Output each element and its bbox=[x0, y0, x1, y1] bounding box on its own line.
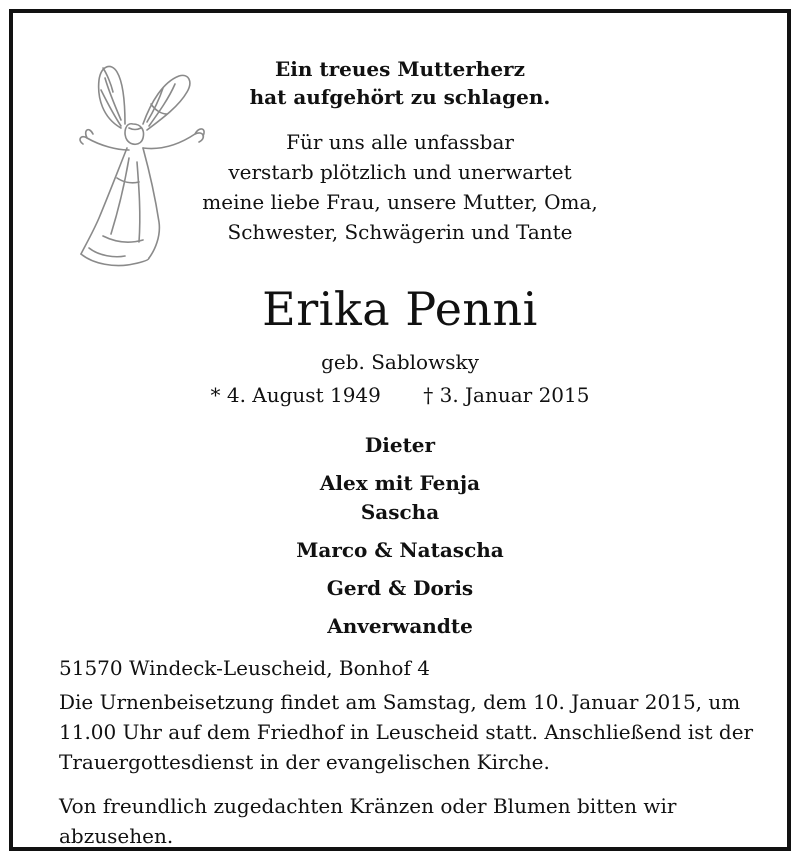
ceremony-line-2: 11.00 Uhr auf dem Friedhof in Leuscheid statt. Anschließend ist der bbox=[59, 720, 754, 744]
announcement-line-4: Schwester, Schwägerin und Tante bbox=[227, 220, 573, 244]
ceremony-line-1: Die Urnenbeisetzung findet am Samstag, dem 10. Januar 2015, um bbox=[59, 690, 741, 714]
maiden-name: geb. Sablowsky bbox=[321, 350, 479, 374]
obituary-notice bbox=[9, 9, 791, 851]
mourner-child-1: Alex mit Fenja bbox=[319, 471, 481, 495]
intro-line-2: hat aufgehört zu schlagen. bbox=[249, 85, 551, 109]
family-address: 51570 Windeck-Leuscheid, Bonhof 4 bbox=[59, 656, 430, 680]
mourners-list bbox=[13, 431, 787, 641]
death-date: † 3. Januar 2015 bbox=[423, 383, 590, 407]
deceased-name: Erika Penni bbox=[262, 282, 538, 336]
announcement-line-1: Für uns alle unfassbar bbox=[286, 130, 514, 154]
intro-line-1: Ein treues Mutterherz bbox=[275, 57, 525, 81]
ceremony-info bbox=[59, 687, 769, 777]
mourner-siblings: Gerd & Doris bbox=[326, 576, 474, 600]
mourner-relatives: Anverwandte bbox=[327, 614, 473, 638]
life-dates bbox=[13, 380, 787, 410]
mourner-spouse: Dieter bbox=[364, 433, 436, 457]
mourner-child-2: Sascha bbox=[360, 500, 440, 524]
intro-heading bbox=[13, 55, 787, 111]
announcement-text bbox=[13, 127, 787, 247]
birth-date: * 4. August 1949 bbox=[210, 383, 381, 407]
flowers-request: Von freundlich zugedachten Kränzen oder Blumen bitten wir abzusehen. bbox=[59, 794, 677, 848]
announcement-line-2: verstarb plötzlich und unerwartet bbox=[228, 160, 572, 184]
announcement-line-3: meine liebe Frau, unsere Mutter, Oma, bbox=[202, 190, 598, 214]
mourner-child-3: Marco & Natascha bbox=[296, 538, 504, 562]
ceremony-line-3: Trauergottesdienst in der evangelischen Kirche. bbox=[59, 750, 550, 774]
